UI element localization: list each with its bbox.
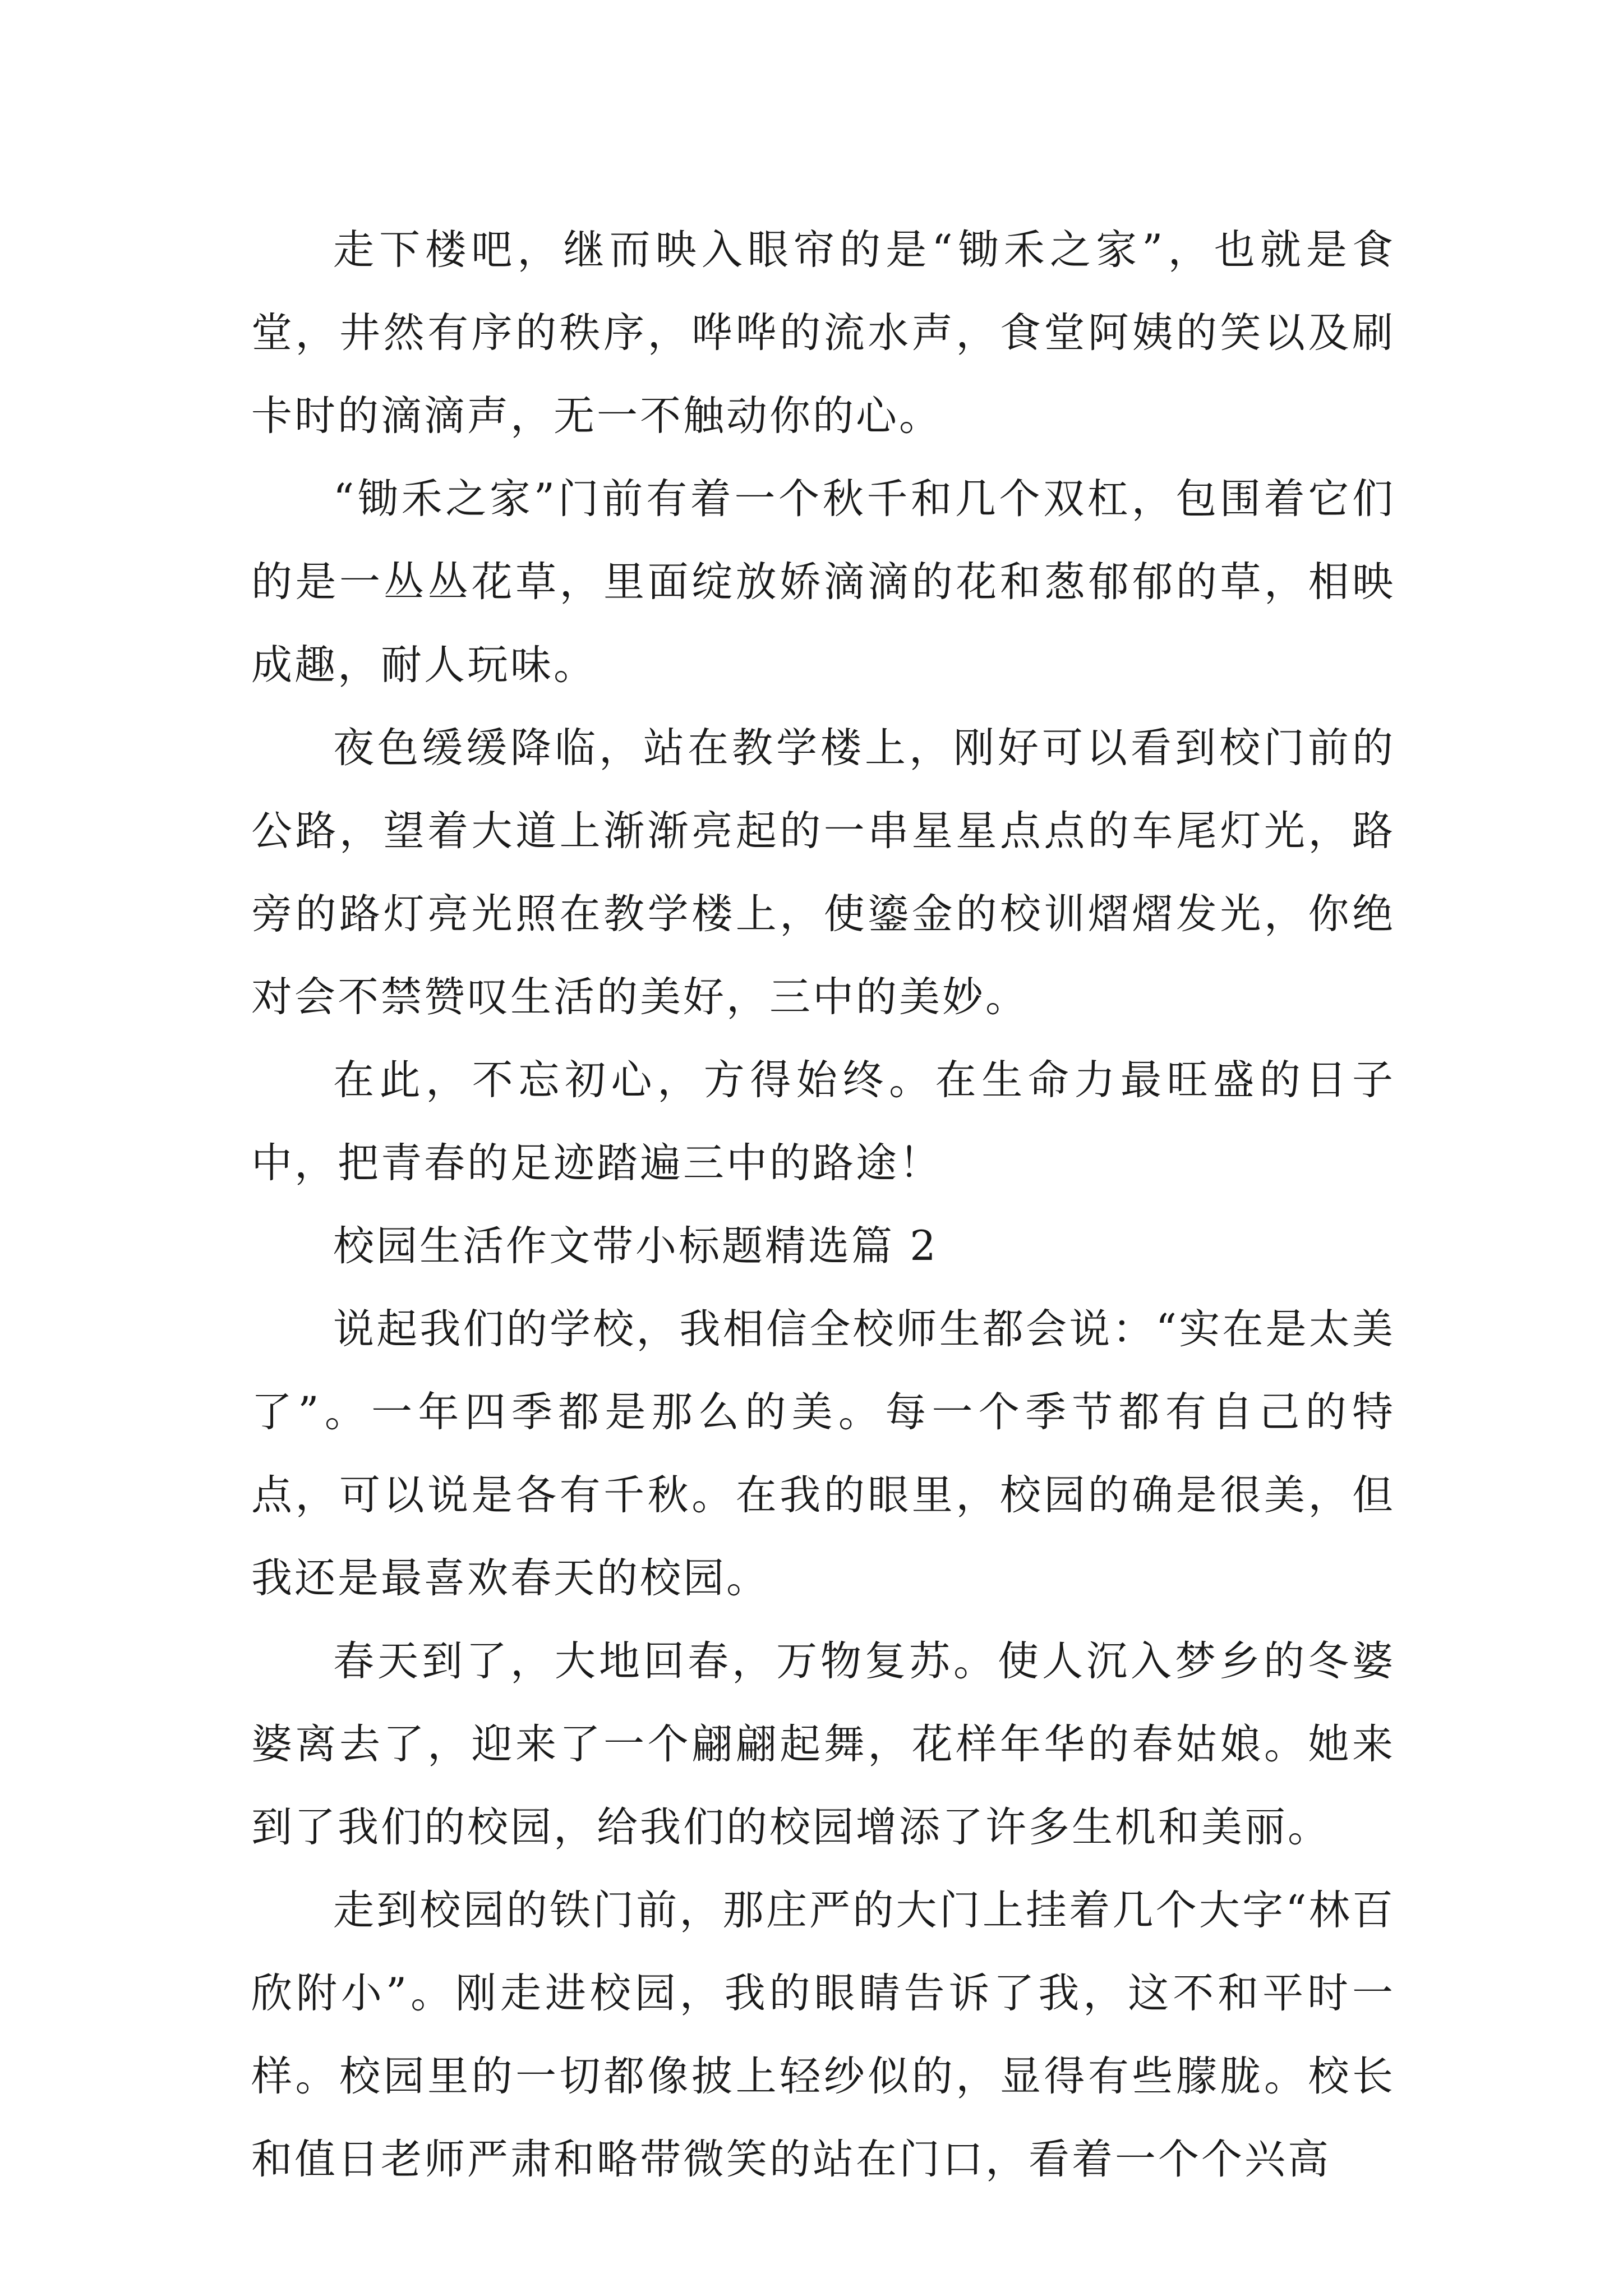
paragraph-5: 说起我们的学校，我相信全校师生都会说：“实在是太美了”。一年四季都是那么的美。每一个季节都有自己的特点，可以说是各有千秋。在我的眼里，校园的确是很美，但我还是最喜欢春天的校园。 bbox=[251, 1305, 1395, 1602]
paragraph-7: 走到校园的铁门前，那庄严的大门上挂着几个大字“林百欣附小”。刚走进校园，我的眼睛告诉了我，这不和平时一样。校园里的一切都像披上轻纱似的，显得有些朦胧。校长和值日老师严肃和略带微笑的站在门口，看着一个个兴高 bbox=[251, 1887, 1395, 2183]
paragraph-6: 春天到了，大地回春，万物复苏。使人沉入梦乡的冬婆婆离去了，迎来了一个翩翩起舞，花样年华的春姑娘。她来到了我们的校园，给我们的校园增添了许多生机和美丽。 bbox=[251, 1637, 1395, 1851]
paragraph-4: 在此，不忘初心，方得始终。在生命力最旺盛的日子中，把青春的足迹踏遍三中的路途！ bbox=[251, 1056, 1395, 1187]
document-body bbox=[251, 209, 1395, 2201]
paragraph-1: 走下楼吧，继而映入眼帘的是“锄禾之家”，也就是食堂，井然有序的秩序，哗哗的流水声，食堂阿姨的笑以及刷卡时的滴滴声，无一不触动你的心。 bbox=[251, 226, 1395, 440]
paragraph-2: “锄禾之家”门前有着一个秋千和几个双杠，包围着它们的是一丛丛花草，里面绽放娇滴滴的花和葱郁郁的草，相映成趣，耐人玩味。 bbox=[251, 475, 1395, 689]
section-heading: 校园生活作文带小标题精选篇 2 bbox=[333, 1222, 938, 1270]
paragraph-3: 夜色缓缓降临，站在教学楼上，刚好可以看到校门前的公路，望着大道上渐渐亮起的一串星星点点的车尾灯光，路旁的路灯亮光照在教学楼上，使鎏金的校训熠熠发光，你绝对会不禁赞叹生活的美好，三中的美妙。 bbox=[251, 724, 1395, 1021]
